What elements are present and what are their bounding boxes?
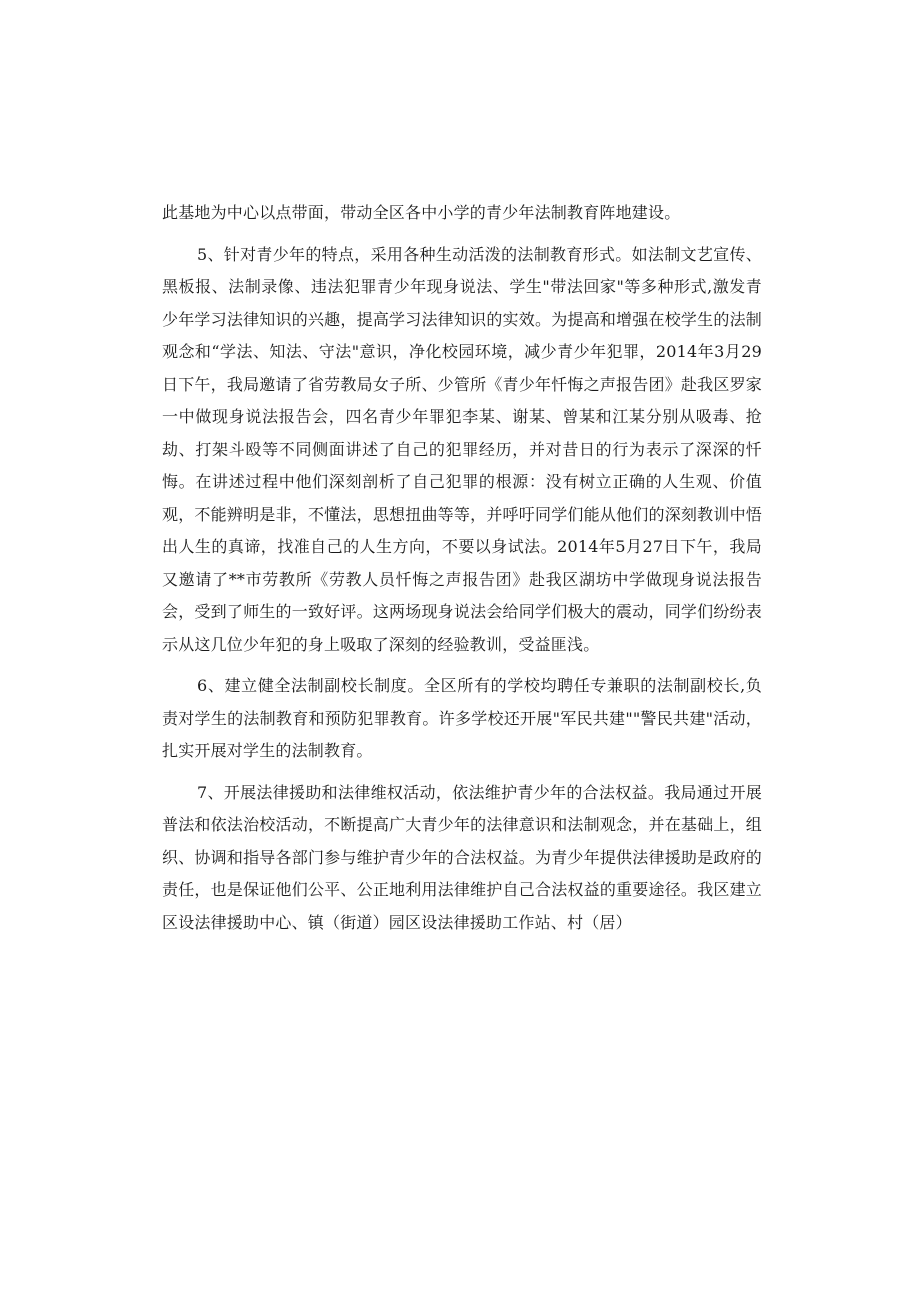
- paragraph-intro-fragment: 此基地为中心以点带面，带动全区各中小学的青少年法制教育阵地建设。: [162, 203, 681, 222]
- paragraph-item-7: 7、开展法律援助和法律维权活动，依法维护青少年的合法权益。我局通过开展普法和依法治校活动，不断提高广大青少年的法律意识和法制观念，并在基础上，组织、协调和指导各部门参与维护青少年的合法权益。为青少年提供法律援助是政府的责任，也是保证他们公平、公正地利用法律维护自己合法权益的重要途径。我区建立区设法律援助中心、镇（街道）园区设法律援助工作站、村（居）: [162, 782, 762, 932]
- paragraph-item-6: 6、建立健全法制副校长制度。全区所有的学校均聘任专兼职的法制副校长,负责对学生的法制教育和预防犯罪教育。许多学校还开展"军民共建""警民共建"活动，扎实开展对学生的法制教育。: [162, 676, 762, 760]
- document-body: [162, 197, 762, 948]
- paragraph-item-5: 5、针对青少年的特点，采用各种生动活泼的法制教育形式。如法制文艺宣传、黑板报、法制录像、违法犯罪青少年现身说法、学生"带法回家"等多种形式,激发青少年学习法律知识的兴趣，提高学习法律知识的实效。为提高和增强在校学生的法制观念和“学法、知法、守法"意识，净化校园环境，减少青少年犯罪，2014年3月29日下午，我局邀请了省劳教局女子所、少管所《青少年忏悔之声报告团》赴我区罗家一中做现身说法报告会，四名青少年罪犯李某、谢某、曾某和江某分别从吸毒、抢劫、打架斗殴等不同侧面讲述了自己的犯罪经历，并对昔日的行为表示了深深的忏悔。在讲述过程中他们深刻剖析了自己犯罪的根源：没有树立正确的人生观、价值观，不能辨明是非，不懂法，思想扭曲等等，并呼吁同学们能从他们的深刻教训中悟出人生的真谛，找准自己的人生方向，不要以身试法。2014年5月27日下午，我局又邀请了**市劳教所《劳教人员忏悔之声报告团》赴我区湖坊中学做现身说法报告会，受到了师生的一致好评。这两场现身说法会给同学们极大的震动，同学们纷纷表示从这几位少年犯的身上吸取了深刻的经验教训，受益匪浅。: [162, 244, 762, 654]
